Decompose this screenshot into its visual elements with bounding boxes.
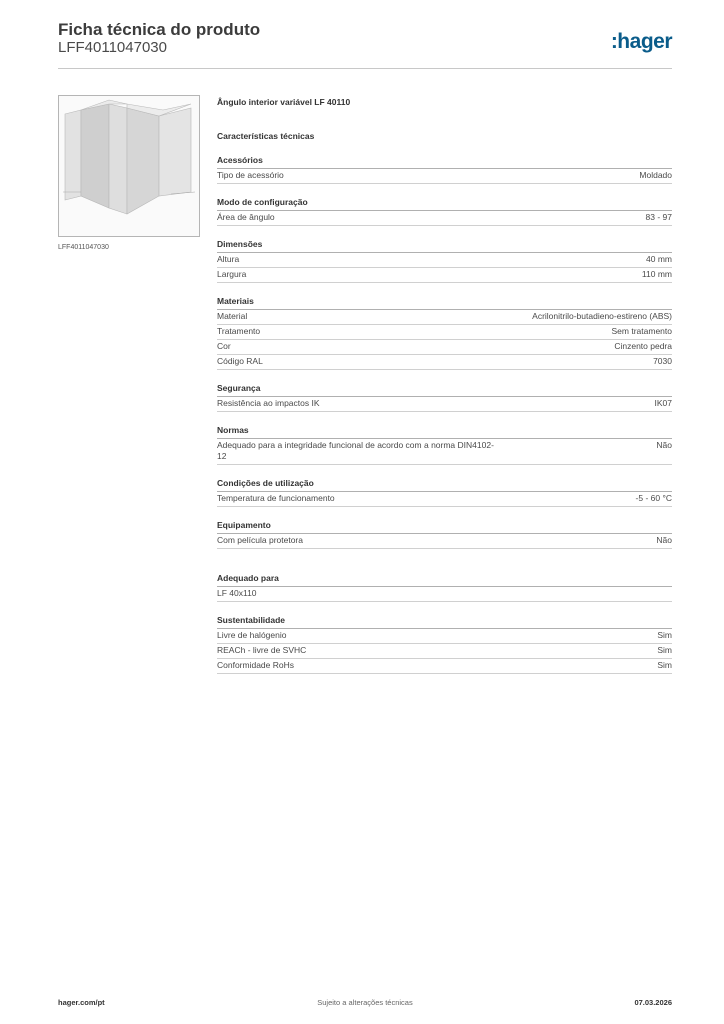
product-image bbox=[58, 95, 200, 237]
product-code: LFF4011047030 bbox=[58, 39, 167, 56]
spec-row bbox=[217, 268, 672, 283]
spec-section-suitable-for bbox=[217, 573, 672, 602]
section-title: Dimensões bbox=[217, 239, 672, 253]
spec-label: Com película protetora bbox=[217, 535, 303, 545]
spec-label: Cor bbox=[217, 341, 231, 351]
spec-value: Moldado bbox=[639, 170, 672, 180]
image-caption: LFF4011047030 bbox=[58, 244, 109, 251]
spec-value: Sim bbox=[657, 660, 672, 670]
spec-section-accessories bbox=[217, 155, 672, 184]
section-title: Condições de utilização bbox=[217, 478, 672, 492]
spec-row bbox=[217, 629, 672, 644]
footer-website: hager.com/pt bbox=[58, 998, 105, 1007]
spec-value: 40 mm bbox=[646, 254, 672, 264]
spec-row bbox=[217, 325, 672, 340]
spec-label: Livre de halógenio bbox=[217, 630, 287, 640]
spec-label: LF 40x110 bbox=[217, 588, 257, 598]
spec-value: Não bbox=[656, 440, 672, 450]
spec-section-equipment bbox=[217, 520, 672, 549]
spec-section-safety bbox=[217, 383, 672, 412]
spec-section-standards bbox=[217, 425, 672, 465]
page-footer bbox=[58, 998, 672, 1010]
spec-section-dimensions bbox=[217, 239, 672, 283]
spec-label: Resistência ao impactos IK bbox=[217, 398, 320, 408]
spec-section-conditions bbox=[217, 478, 672, 507]
spec-value: Cinzento pedra bbox=[614, 341, 672, 351]
spec-value: 83 - 97 bbox=[645, 212, 672, 222]
footer-notice: Sujeito a alterações técnicas bbox=[317, 998, 413, 1007]
spec-row bbox=[217, 659, 672, 674]
spec-row bbox=[217, 397, 672, 412]
section-title: Normas bbox=[217, 425, 672, 439]
section-title: Equipamento bbox=[217, 520, 672, 534]
spec-label: Largura bbox=[217, 269, 247, 279]
spec-label: Temperatura de funcionamento bbox=[217, 493, 335, 503]
section-title: Modo de configuração bbox=[217, 197, 672, 211]
spec-value: Sim bbox=[657, 630, 672, 640]
spec-row bbox=[217, 355, 672, 370]
section-title: Materiais bbox=[217, 296, 672, 310]
document-title: Ficha técnica do produto bbox=[58, 20, 261, 39]
spec-label: REACh - livre de SVHC bbox=[217, 645, 307, 655]
spec-label: Material bbox=[217, 311, 248, 321]
spec-value: Sem tratamento bbox=[611, 326, 672, 336]
spec-value: Sim bbox=[657, 645, 672, 655]
spec-value: 110 mm bbox=[641, 269, 672, 279]
spec-label: Conformidade RoHs bbox=[217, 660, 295, 670]
spec-row bbox=[217, 211, 672, 226]
spec-row bbox=[217, 310, 672, 325]
spec-row bbox=[217, 587, 672, 602]
spec-value: -5 - 60 °C bbox=[635, 493, 672, 503]
spec-label: Código RAL bbox=[217, 356, 263, 366]
spec-value: 7030 bbox=[653, 356, 672, 366]
spec-row bbox=[217, 253, 672, 268]
spec-content bbox=[217, 96, 672, 674]
section-title: Segurança bbox=[217, 383, 672, 397]
spec-label: Tipo de acessório bbox=[217, 170, 284, 180]
hager-logo: :hager bbox=[610, 30, 672, 53]
section-title: Adequado para bbox=[217, 573, 672, 587]
spec-value: Não bbox=[656, 535, 672, 545]
footer-date: 07.03.2026 bbox=[634, 998, 672, 1007]
spec-row bbox=[217, 340, 672, 355]
technical-characteristics-heading: Características técnicas bbox=[217, 131, 315, 141]
section-title: Sustentabilidade bbox=[217, 615, 672, 629]
header-divider bbox=[58, 68, 672, 69]
spec-value: Acrilonitrilo-butadieno-estireno (ABS) bbox=[532, 311, 672, 321]
spec-label: Adequado para a integridade funcional de acordo com a norma DIN4102-12 bbox=[217, 440, 494, 461]
spec-row bbox=[217, 439, 672, 465]
spec-label: Área de ângulo bbox=[217, 212, 275, 222]
spec-value: IK07 bbox=[654, 398, 672, 408]
angle-piece-illustration bbox=[59, 96, 199, 236]
spec-row bbox=[217, 644, 672, 659]
spec-section-materials bbox=[217, 296, 672, 370]
product-name: Ângulo interior variável LF 40110 bbox=[217, 97, 351, 107]
spec-section-sustainability bbox=[217, 615, 672, 674]
spec-row bbox=[217, 492, 672, 507]
spec-section-configuration bbox=[217, 197, 672, 226]
section-title: Acessórios bbox=[217, 155, 672, 169]
spec-row bbox=[217, 169, 672, 184]
spec-row bbox=[217, 534, 672, 549]
spec-label: Tratamento bbox=[217, 326, 261, 336]
spec-label: Altura bbox=[217, 254, 240, 264]
